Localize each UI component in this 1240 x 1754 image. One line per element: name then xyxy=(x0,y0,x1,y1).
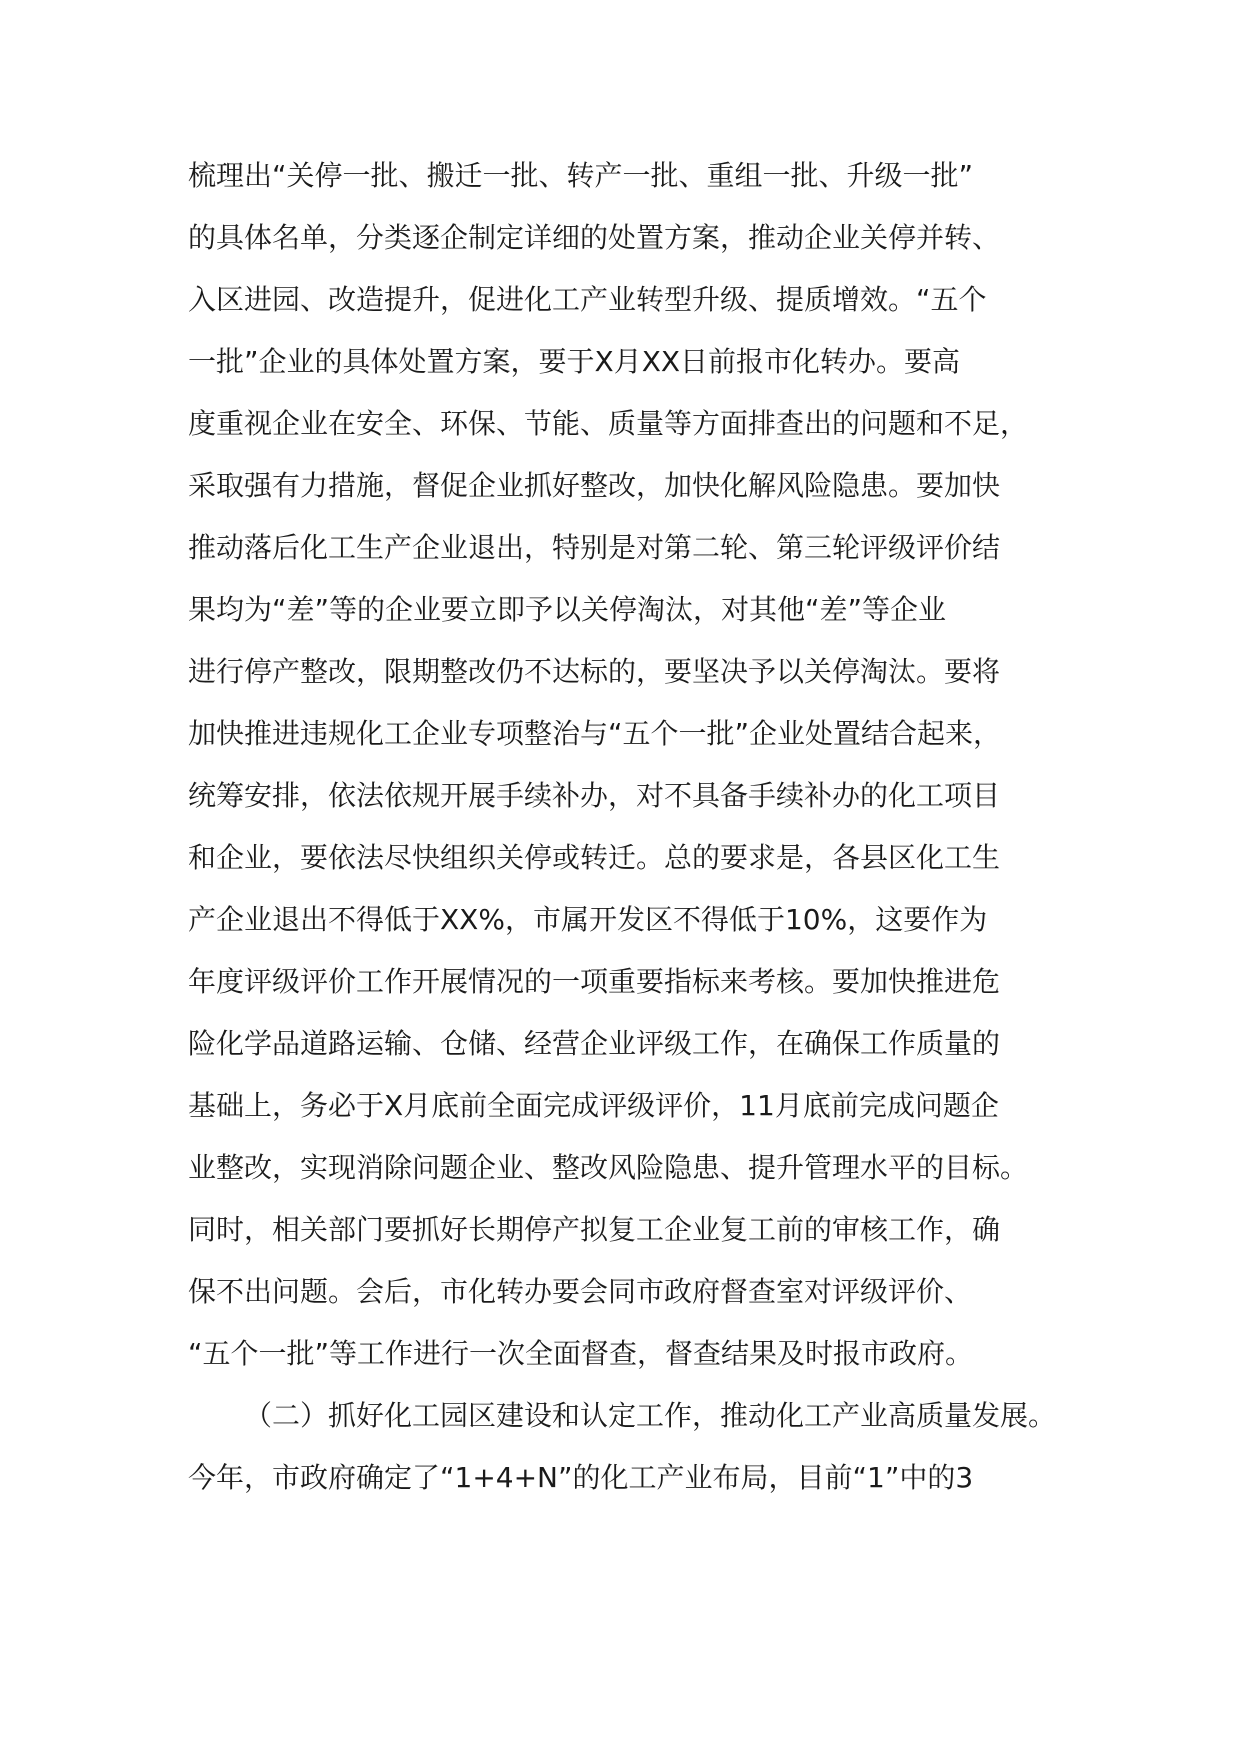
text-line: 产企业退出不得低于XX%，市属开发区不得低于10%，这要作为 xyxy=(188,903,988,936)
text-line: 果均为“差”等的企业要立即予以关停淘汰，对其他“差”等企业 xyxy=(188,593,947,626)
text-line: 进行停产整改，限期整改仍不达标的，要坚决予以关停淘汰。要将 xyxy=(188,655,1001,688)
text-line: 加快推进违规化工企业专项整治与“五个一批”企业处置结合起来， xyxy=(188,717,1002,750)
text-line: 入区进园、改造提升，促进化工产业转型升级、提质增效。“五个 xyxy=(188,283,987,316)
text-line: 梳理出“关停一批、搬迁一批、转产一批、重组一批、升级一批” xyxy=(188,159,974,192)
text-line: 采取强有力措施，督促企业抓好整改，加快化解风险隐患。要加快 xyxy=(188,469,1001,502)
text-line: 度重视企业在安全、环保、节能、质量等方面排查出的问题和不足， xyxy=(188,407,1029,440)
text-line: 基础上，务必于X月底前全面完成评级评价，11月底前完成问题企 xyxy=(188,1089,999,1122)
text-line: 一批”企业的具体处置方案，要于X月XX日前报市化转办。要高 xyxy=(188,345,961,378)
text-line: “五个一批”等工作进行一次全面督查，督查结果及时报市政府。 xyxy=(188,1337,974,1370)
text-line: 保不出问题。会后，市化转办要会同市政府督查室对评级评价、 xyxy=(188,1275,973,1308)
text-line: 险化学品道路运输、仓储、经营企业评级工作，在确保工作质量的 xyxy=(188,1027,1001,1060)
text-line: 年度评级评价工作开展情况的一项重要指标来考核。要加快推进危 xyxy=(188,965,1001,998)
text-line: 的具体名单，分类逐企制定详细的处置方案，推动企业关停并转、 xyxy=(188,221,1001,254)
section-heading: （二）抓好化工园区建设和认定工作，推动化工产业高质量发展。 xyxy=(244,1399,1057,1432)
text-line: 统筹安排，依法依规开展手续补办，对不具备手续补办的化工项目 xyxy=(188,779,1001,812)
text-line: 业整改，实现消除问题企业、整改风险隐患、提升管理水平的目标。 xyxy=(188,1151,1029,1184)
text-line: 和企业，要依法尽快组织关停或转迁。总的要求是，各县区化工生 xyxy=(188,841,1001,874)
text-line: 今年，市政府确定了“1+4+N”的化工产业布局，目前“1”中的3 xyxy=(188,1461,974,1494)
text-line: 推动落后化工生产企业退出，特别是对第二轮、第三轮评级评价结 xyxy=(188,531,1001,564)
text-line: 同时，相关部门要抓好长期停产拟复工企业复工前的审核工作，确 xyxy=(188,1213,1001,1246)
